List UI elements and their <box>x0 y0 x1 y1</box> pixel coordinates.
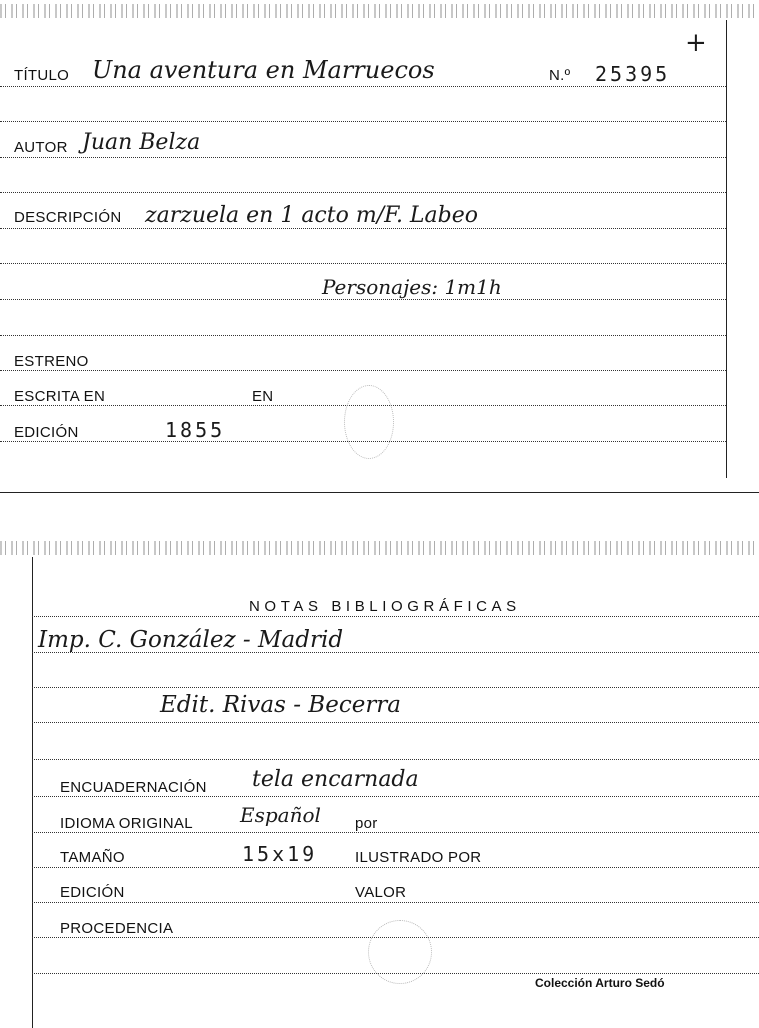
catalog-card-back <box>0 537 759 1028</box>
ruled-line <box>32 759 759 760</box>
size-line <box>32 867 759 868</box>
binding-value: tela encarnada <box>252 767 419 792</box>
catalog-card-front <box>0 0 759 495</box>
notes-heading: NOTAS BIBLIOGRÁFICAS <box>249 598 521 615</box>
title-line <box>0 86 726 87</box>
note-line-1: Imp. C. González - Madrid <box>38 627 344 653</box>
original-language-value: Español <box>240 803 321 827</box>
description-value: zarzuela en 1 acto m/F. Labeo <box>145 203 479 228</box>
size-value: 15x19 <box>242 842 318 866</box>
note-line-2-rule <box>32 722 759 723</box>
value-label: VALOR <box>355 884 407 901</box>
ruled-line <box>32 973 759 974</box>
number-value: 25395 <box>595 62 671 86</box>
description-label: DESCRIPCIÓN <box>14 209 122 226</box>
scan-artifact-band <box>0 541 759 555</box>
written-in-label: ESCRITA EN <box>14 388 106 405</box>
size-label: TAMAÑO <box>60 849 125 866</box>
ruled-line <box>0 299 726 300</box>
binding-label: ENCUADERNACIÓN <box>60 779 207 796</box>
title-value: Una aventura en Marruecos <box>92 56 435 84</box>
corner-mark: + <box>685 28 707 58</box>
premiere-label: ESTRENO <box>14 353 89 370</box>
collection-credit: Colección Arturo Sedó <box>535 976 665 990</box>
author-value: Juan Belza <box>82 130 201 155</box>
author-line <box>0 157 726 158</box>
ruled-line <box>32 687 759 688</box>
number-label: N.º <box>549 67 571 84</box>
title-label: TÍTULO <box>14 67 70 84</box>
card-left-border <box>32 557 33 1028</box>
edition-value: 1855 <box>165 418 226 442</box>
author-label: AUTOR <box>14 139 68 156</box>
heading-line <box>32 616 759 617</box>
ruled-line <box>0 192 726 193</box>
description-line <box>0 228 726 229</box>
edition-label: EDICIÓN <box>14 424 79 441</box>
original-language-line <box>32 832 759 833</box>
por-label: por <box>355 815 378 832</box>
note-line-1-rule <box>32 652 759 653</box>
ruled-line <box>0 335 726 336</box>
edition-line <box>0 441 726 442</box>
card-right-border <box>726 20 727 478</box>
note-line-2: Edit. Rivas - Becerra <box>160 692 402 718</box>
faint-stamp <box>344 385 394 459</box>
edition-label: EDICIÓN <box>60 884 125 901</box>
ruled-line <box>0 121 726 122</box>
characters-value: Personajes: 1m1h <box>322 275 502 299</box>
card-bottom-edge <box>0 492 759 493</box>
scan-artifact-band <box>0 4 759 18</box>
original-language-label: IDIOMA ORIGINAL <box>60 815 193 832</box>
in-label: EN <box>252 388 274 405</box>
binding-line <box>32 796 759 797</box>
faint-stamp <box>368 920 432 984</box>
provenance-label: PROCEDENCIA <box>60 920 174 937</box>
edition-line <box>32 902 759 903</box>
illustrated-by-label: ILUSTRADO POR <box>355 849 482 866</box>
ruled-line <box>0 263 726 264</box>
premiere-line <box>0 370 726 371</box>
